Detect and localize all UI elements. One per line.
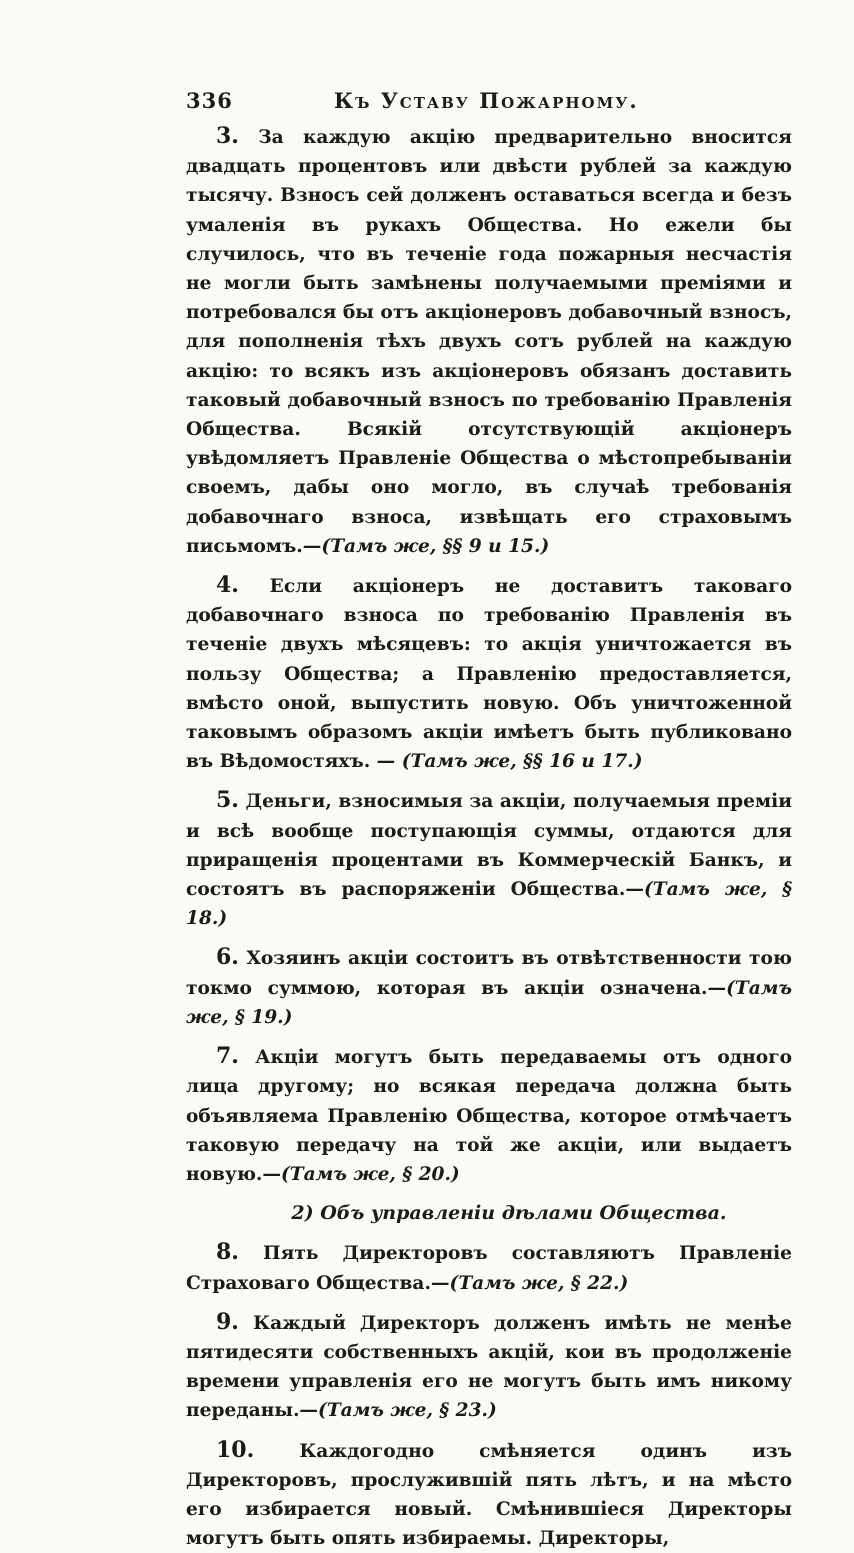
source-reference: (Тамъ же, § 22.) <box>449 1272 629 1294</box>
source-reference: (Тамъ же, § 23.) <box>318 1400 497 1422</box>
paragraph-3 <box>186 122 792 561</box>
paragraph-9 <box>186 1308 792 1426</box>
paragraph-number: 3. <box>216 123 239 149</box>
paragraph-number: 5. <box>216 787 239 814</box>
paragraph-number: 4. <box>216 572 239 599</box>
paragraph-text: Деньги, взносимыя за акціи, получаемыя преміи и всѣ вообще поступающія суммы, отдаются для приращенія процентами въ Коммерческій Банкъ, и состоятъ въ распоряженіи Общества.— <box>186 791 792 901</box>
source-reference: (Тамъ же, §§ 9 и 15.) <box>321 535 550 557</box>
paragraph-text: Акціи могутъ быть передаваемы отъ одного лица другому; но всякая передача должна быть объявляема Правленію Общества, которое отмѣчаетъ таковую передачу на той же акціи, или выдаетъ новую.— <box>186 1047 792 1185</box>
paragraph-text: Хозяинъ акціи состоитъ въ отвѣтственности тою токмо суммою, которая въ акціи означена.— <box>186 948 792 999</box>
paragraph-7 <box>186 1042 792 1189</box>
source-reference: (Тамъ же, § 18.) <box>186 879 792 930</box>
page-header <box>186 82 792 122</box>
page-body <box>186 122 792 1553</box>
source-reference: (Тамъ же, § 20.) <box>280 1163 460 1185</box>
page-number: 336 <box>186 88 233 113</box>
paragraph-5 <box>186 786 792 933</box>
paragraph-text: Каждый Директоръ долженъ имѣть не менѣе пятидесяти собственныхъ акцій, кои въ продолженіе времени управленія его не могутъ быть имъ никому переданы.— <box>186 1312 792 1422</box>
section-subheading: 2) Объ управленіи дѣлами Общества. <box>291 1202 727 1225</box>
paragraph-8 <box>186 1238 792 1297</box>
source-reference: (Тамъ же, §§ 16 и 17.) <box>401 751 643 773</box>
paragraph-text: Пять Директоровъ составляютъ Правленіе Страховаго Общества.— <box>186 1243 792 1294</box>
paragraph-text: За каждую акцію предварительно вносится двадцать процентовъ или двѣсти рублей за каждую тысячу. Взносъ сей долженъ оставаться всегда и безъ умаленія въ рукахъ Общества. Но ежели бы случилось, что въ теченіе года пожарныя несчастія не могли быть замѣнены получаемыми преміями и потребовался бы отъ акціонеровъ добавочный взносъ, для пополненія тѣхъ двухъ сотъ рублей на каждую акцію: то всякъ изъ акціонеровъ обязанъ доставить таковый добавочный взносъ по требованію Правленія Общества. Всякій отсутствующій акціонеръ увѣдомляетъ Правленіе Общества о мѣстопребываніи своемъ, дабы оно могло, въ случаѣ требованія добавочнаго взноса, извѣщать его страховымъ письмомъ.— <box>186 127 792 557</box>
paragraph-10 <box>186 1436 792 1553</box>
paragraph-6 <box>186 943 792 1032</box>
paragraph-number: 10. <box>216 1436 255 1463</box>
running-title: Къ Уставу Пожарному. <box>334 88 639 113</box>
paragraph-text: Каждогодно смѣняется одинъ изъ Директоровъ, прослужившій пять лѣтъ, и на мѣсто его избирается новый. Смѣнившіеся Директоры могутъ быть опять избираемы. Директоры, <box>186 1440 792 1550</box>
paragraph-number: 8. <box>216 1239 239 1266</box>
paragraph-number: 9. <box>216 1308 239 1335</box>
source-reference: (Тамъ же, § 19.) <box>186 977 792 1028</box>
paragraph-text: Если акціонеръ не доставитъ таковаго добавочнаго взноса по требованію Правленія въ теченіе двухъ мѣсяцевъ: то акція уничтожается въ пользу Общества; а Правленію предоставляется, вмѣсто оной, выпустить новую. Объ уничтоженной таковымъ образомъ акціи имѣетъ быть публиковано въ Вѣдомостяхъ. — <box>186 576 792 773</box>
paragraph-4 <box>186 571 792 776</box>
paragraph-number: 6. <box>216 944 239 971</box>
paragraph-number: 7. <box>216 1043 239 1070</box>
